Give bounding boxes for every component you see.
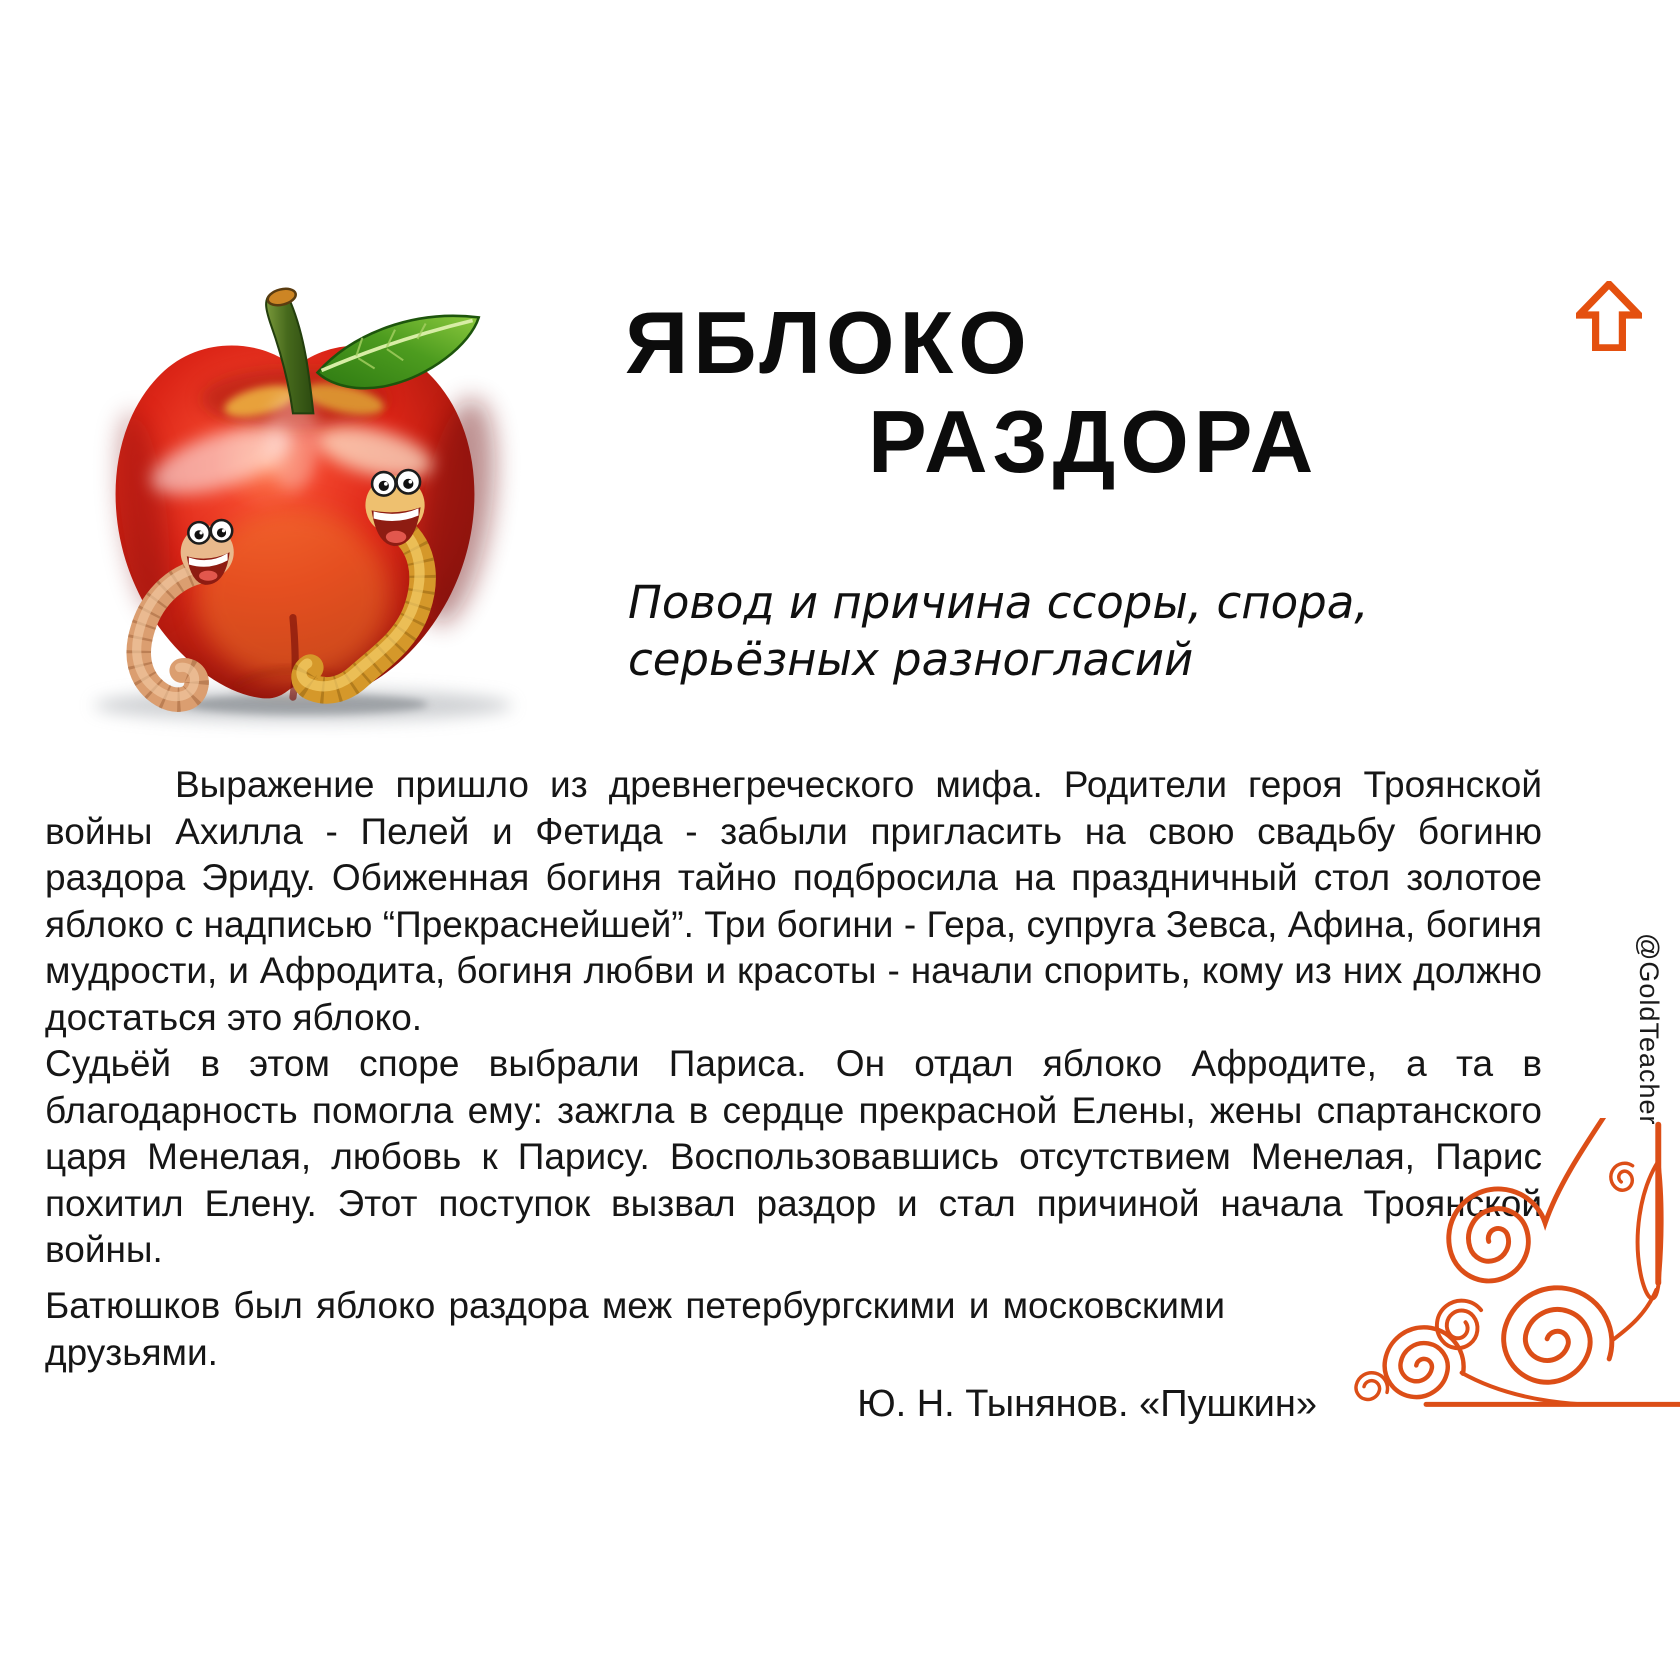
up-arrow-icon (1576, 281, 1642, 351)
apple-leaf (317, 316, 478, 388)
page-title (625, 293, 1318, 491)
title-line-1: ЯБЛОКО (625, 293, 1032, 392)
apple-illustration (50, 248, 540, 738)
watermark-handle: @GoldTeacher (1634, 933, 1664, 1126)
usage-example: Батюшков был яблоко раздора меж петербургскими и московскими друзьями. (45, 1285, 1225, 1373)
corner-flourish-icon (1345, 1118, 1680, 1418)
idiom-definition (628, 574, 1369, 688)
origin-story (45, 762, 1542, 1274)
origin-paragraph-1: Выражение пришло из древнегреческого мифа. Родители героя Троянской войны Ахилла - Пелей и Фетида - забыли пригласить на свою свадьбу богиню раздора Эриду. Обиженная богиня тайно подбросила на праздничный стол золотое яблоко с надписью “Прекраснейшей”. Три богини - Гера, супруга Зевса, Афина, богиня мудрости, и Афродита, богиня любви и красоты - начали спорить, кому из них должно достаться это яблоко. (45, 764, 1542, 1038)
definition-line-1: Повод и причина ссоры, спора, (628, 576, 1369, 629)
quote-attribution: Ю. Н. Тынянов. «Пушкин» (857, 1383, 1317, 1425)
origin-paragraph-2: Судьёй в этом споре выбрали Париса. Он отдал яблоко Афродите, а та в благодарность помогла ему: зажгла в сердце прекрасной Елены, жены спартанского царя Менелая, любовь к Парису. Воспользовавшись отсутствием Менелая, Парис похитил Елену. Этот поступок вызвал раздор и стал причиной начала Троянской войны. (45, 1043, 1542, 1270)
title-line-2: РАЗДОРА (868, 392, 1319, 491)
definition-line-2: серьёзных разногласий (628, 633, 1194, 686)
